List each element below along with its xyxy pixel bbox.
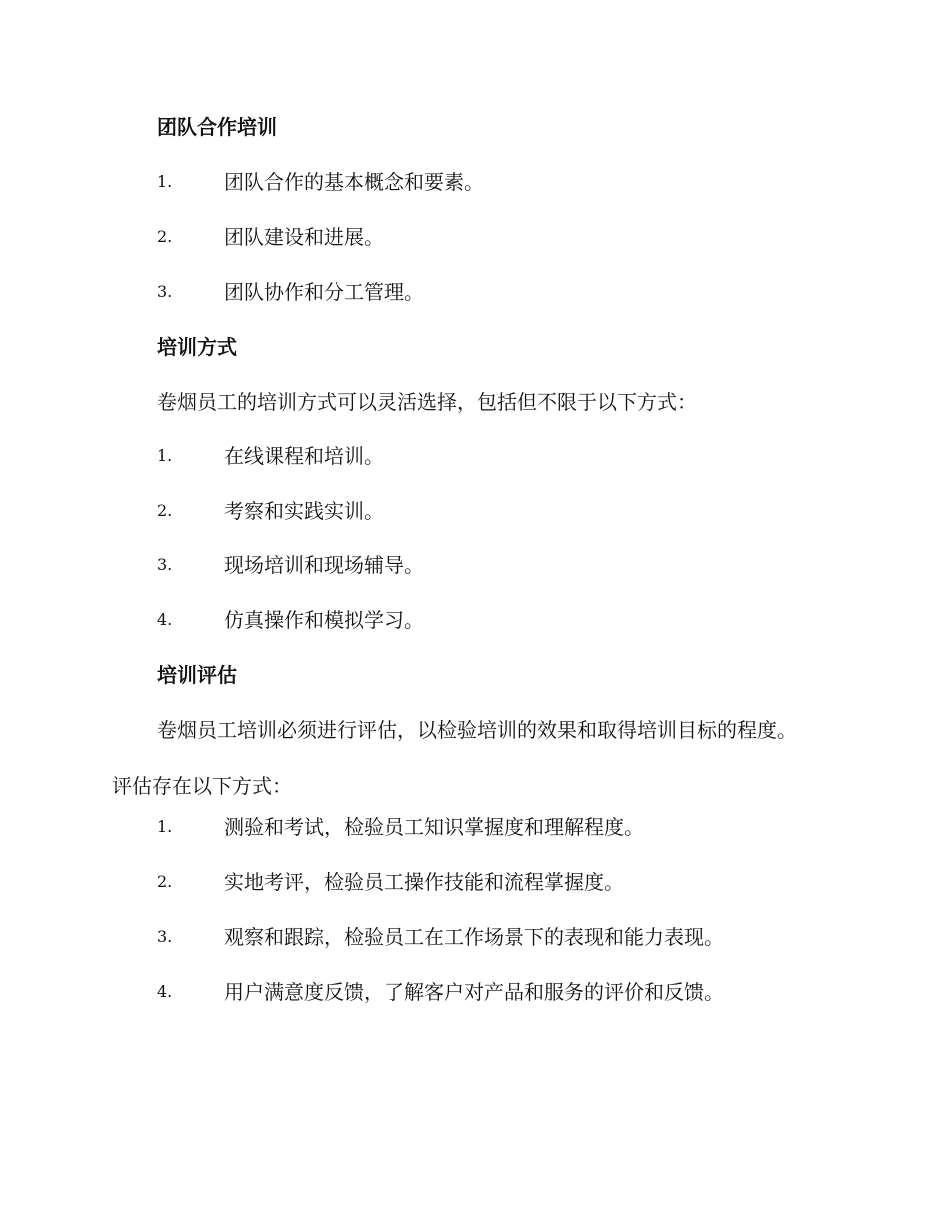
list-text: 团队协作和分工管理。 (224, 280, 424, 304)
section-heading-team-training: 团队合作培训 (157, 115, 277, 139)
list-number: 1. (157, 172, 173, 191)
list-number: 2. (157, 227, 173, 246)
list-text: 考察和实践实训。 (224, 499, 384, 523)
section-heading-training-methods: 培训方式 (157, 335, 237, 359)
list-number: 4. (157, 982, 173, 1001)
list-number: 2. (157, 501, 173, 520)
list-text: 现场培训和现场辅导。 (224, 553, 424, 577)
list-number: 1. (157, 817, 173, 836)
section-intro-paragraph: 卷烟员工的培训方式可以灵活选择，包括但不限于以下方式： (157, 390, 697, 414)
section-heading-training-evaluation: 培训评估 (157, 663, 237, 687)
list-number: 3. (157, 282, 173, 301)
list-number: 4. (157, 610, 173, 629)
list-number: 3. (157, 555, 173, 574)
list-number: 1. (157, 446, 173, 465)
list-text: 仿真操作和模拟学习。 (224, 608, 424, 632)
list-text: 在线课程和培训。 (224, 444, 384, 468)
list-text: 测验和考试，检验员工知识掌握度和理解程度。 (224, 815, 644, 839)
list-text: 团队合作的基本概念和要素。 (224, 170, 484, 194)
list-number: 3. (157, 927, 173, 946)
section-intro-paragraph: 卷烟员工培训必须进行评估，以检验培训的效果和取得培训目标的程度。评估存在以下方式： (112, 718, 797, 798)
list-text: 团队建设和进展。 (224, 225, 384, 249)
list-text: 用户满意度反馈，了解客户对产品和服务的评价和反馈。 (224, 980, 724, 1004)
list-text: 实地考评，检验员工操作技能和流程掌握度。 (224, 870, 624, 894)
list-number: 2. (157, 872, 173, 891)
list-text: 观察和跟踪，检验员工在工作场景下的表现和能力表现。 (224, 925, 724, 949)
